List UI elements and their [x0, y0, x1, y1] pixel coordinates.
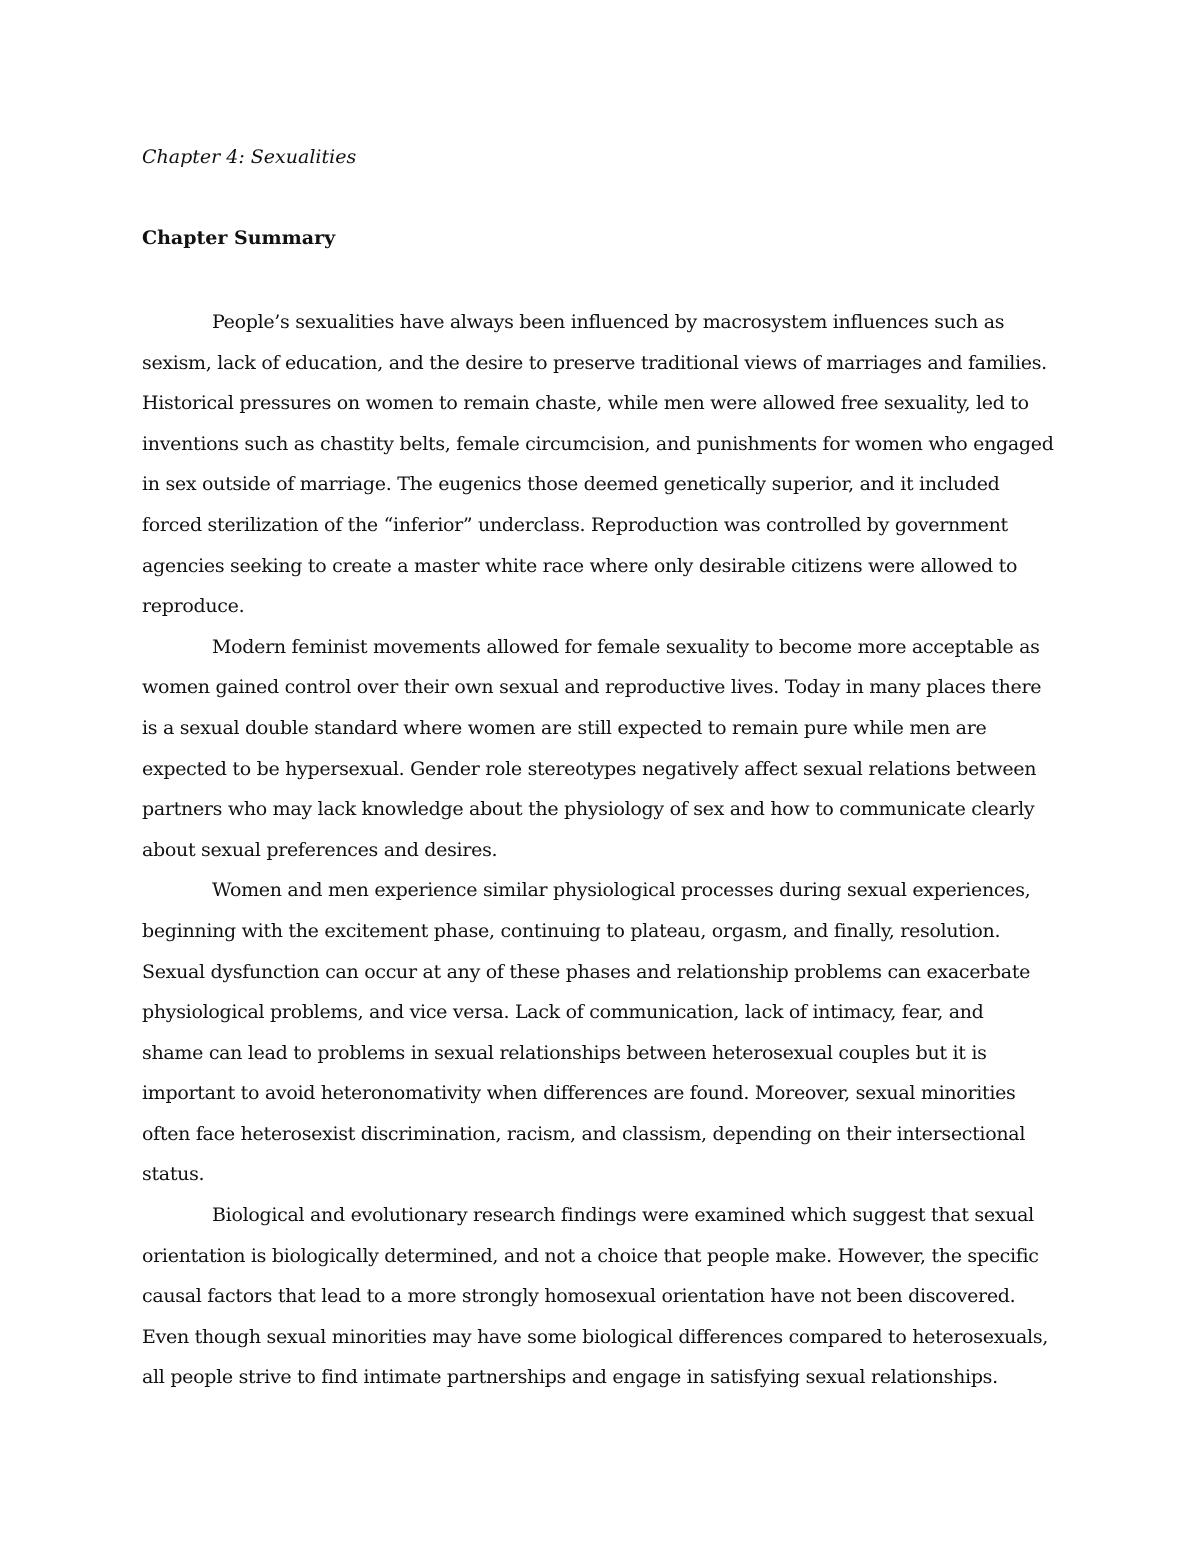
paragraph-1-line-5: in sex outside of marriage. The eugenics those deemed genetically superior, and it included — [142, 473, 1000, 496]
paragraph-2-line-4: expected to be hypersexual. Gender role stereotypes negatively affect sexual relations between — [142, 757, 1037, 780]
section-heading: Chapter Summary — [142, 227, 336, 249]
paragraph-4-line-1: Biological and evolutionary research findings were examined which suggest that sexual — [212, 1204, 1034, 1227]
paragraph-1-line-4: inventions such as chastity belts, female circumcision, and punishments for women who engaged — [142, 432, 1054, 455]
paragraph-1-line-1: People’s sexualities have always been influenced by macrosystem influences such as — [212, 311, 1005, 333]
paragraph-2-line-2: women gained control over their own sexual and reproductive lives. Today in many places there — [142, 676, 1042, 699]
paragraph-4-line-2: orientation is biologically determined, and not a choice that people make. However, the specific — [142, 1244, 1039, 1267]
paragraph-3-line-5: shame can lead to problems in sexual relationships between heterosexual couples but it is — [142, 1041, 987, 1064]
chapter-title: Chapter 4: Sexualities — [142, 146, 357, 168]
paragraph-3-line-6: important to avoid heteronomativity when differences are found. Moreover, sexual minorities — [142, 1082, 1016, 1105]
paragraph-4-line-3: causal factors that lead to a more strongly homosexual orientation have not been discovered. — [142, 1285, 1016, 1308]
paragraph-3-line-2: beginning with the excitement phase, continuing to plateau, orgasm, and finally, resolution. — [142, 919, 1001, 942]
paragraph-1-line-7: agencies seeking to create a master white race where only desirable citizens were allowed to — [142, 554, 1018, 577]
paragraph-1-line-2: sexism, lack of education, and the desire to preserve traditional views of marriages and families. — [142, 351, 1047, 374]
paragraph-3-line-3: Sexual dysfunction can occur at any of these phases and relationship problems can exacerbate — [142, 960, 1031, 983]
paragraph-3-line-7: often face heterosexist discrimination, racism, and classism, depending on their intersectional — [142, 1122, 1026, 1145]
paragraph-3-line-8: status. — [142, 1163, 205, 1186]
paragraph-1-line-8: reproduce. — [142, 595, 245, 618]
paragraph-2-line-1: Modern feminist movements allowed for female sexuality to become more acceptable as — [212, 635, 1040, 658]
paragraph-2-line-5: partners who may lack knowledge about the physiology of sex and how to communicate clearly — [142, 798, 1035, 821]
paragraph-3-line-1: Women and men experience similar physiological processes during sexual experiences, — [212, 879, 1031, 902]
paragraph-3-line-4: physiological problems, and vice versa. Lack of communication, lack of intimacy, fear, and — [142, 1001, 984, 1024]
paragraph-2-line-3: is a sexual double standard where women are still expected to remain pure while men are — [142, 716, 987, 739]
chapter-summary-body — [142, 302, 1072, 1398]
paragraph-4-line-5: all people strive to find intimate partnerships and engage in satisfying sexual relationships. — [142, 1366, 998, 1389]
paragraph-1-line-6: forced sterilization of the “inferior” underclass. Reproduction was controlled by government — [142, 513, 1008, 536]
paragraph-2-line-6: about sexual preferences and desires. — [142, 838, 498, 861]
paragraph-1-line-3: Historical pressures on women to remain chaste, while men were allowed free sexuality, led to — [142, 392, 1029, 415]
paragraph-4-line-4: Even though sexual minorities may have some biological differences compared to heterosexuals, — [142, 1325, 1049, 1348]
